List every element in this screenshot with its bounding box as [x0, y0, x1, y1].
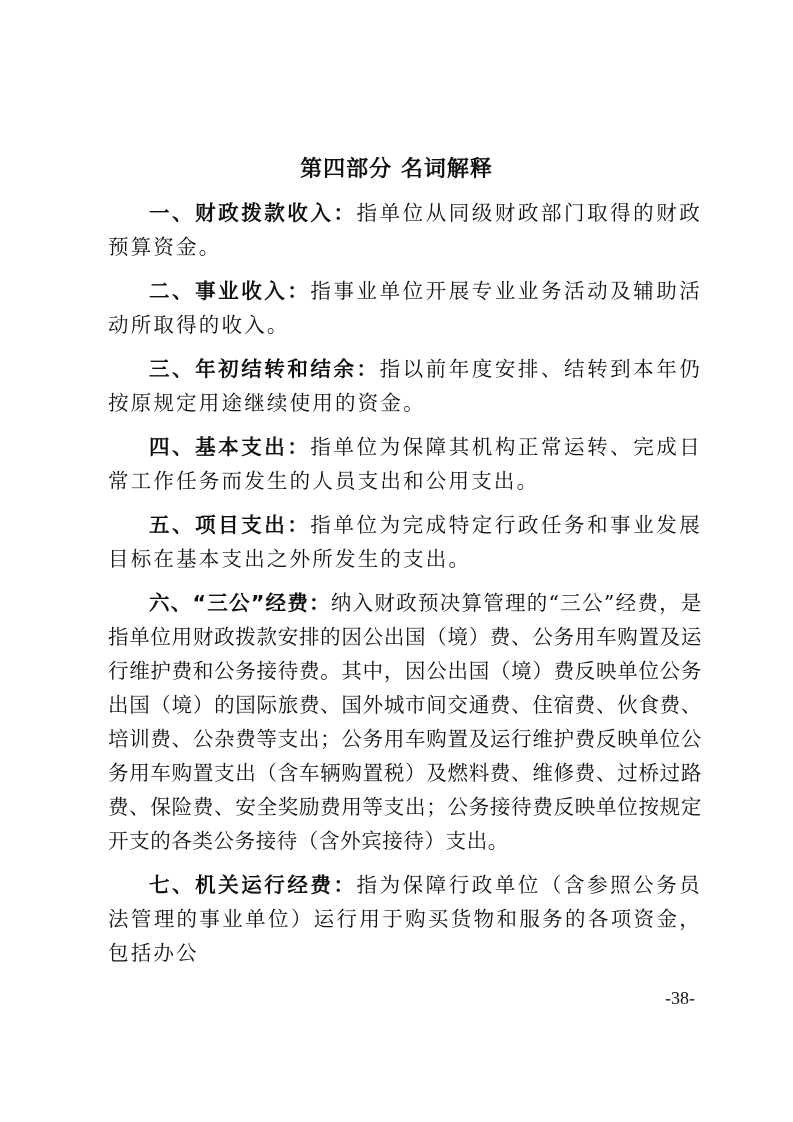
definition-text: 指为保障行政单位（含参照公务员法管理的事业单位）运行用于购买货物和服务的各项资金，包括办公: [108, 873, 702, 965]
definition-term: 四、基本支出：: [149, 435, 311, 459]
definitions-list: [108, 196, 702, 980]
definition-text: 指单位为保障其机构正常运转、完成日常工作任务而发生的人员支出和公用支出。: [108, 435, 703, 493]
definition-term: 三、年初结转和结余：: [149, 357, 380, 381]
definition-term: 六、“三公”经费：: [149, 591, 331, 615]
definition-term: 五、项目支出：: [149, 513, 311, 537]
definition-text: 指单位从同级财政部门取得的财政预算资金。: [108, 201, 702, 259]
definition-item: [108, 586, 702, 858]
definition-term: 二、事业收入：: [149, 279, 311, 303]
definition-text: 纳入财政预决算管理的“三公”经费，是指单位用财政拨款安排的因公出国（境）费、公务用车购置及运行维护费和公务接待费。其中，因公出国（境）费反映单位公务出国（境）的国际旅费、国外城市间交通费、住宿费、伙食费、培训费、公杂费等支出；公务用车购置及运行维护费反映单位公务用车购置支出（含车辆购置税）及燃料费、维修费、过桥过路费、保险费、安全奖励费用等支出；公务接待费反映单位按规定开支的各类公务接待（含外宾接待）支出。: [108, 591, 702, 853]
page-number: -38-: [665, 988, 695, 1008]
definition-item: [108, 274, 702, 342]
definition-item: [108, 430, 702, 498]
definition-text: 指以前年度安排、结转到本年仍按原规定用途继续使用的资金。: [108, 357, 702, 415]
page-title: 第四部分 名词解释: [300, 157, 493, 182]
definition-item: [108, 196, 702, 264]
definition-item: [108, 508, 702, 576]
definition-text: 指事业单位开展专业业务活动及辅助活动所取得的收入。: [108, 279, 703, 337]
definition-text: 指单位为完成特定行政任务和事业发展目标在基本支出之外所发生的支出。: [108, 513, 703, 571]
definition-term: 七、机关运行经费：: [149, 873, 357, 897]
definition-term: 一、财政拨款收入：: [149, 201, 357, 225]
definition-item: [108, 352, 702, 420]
definition-item: [108, 868, 702, 970]
